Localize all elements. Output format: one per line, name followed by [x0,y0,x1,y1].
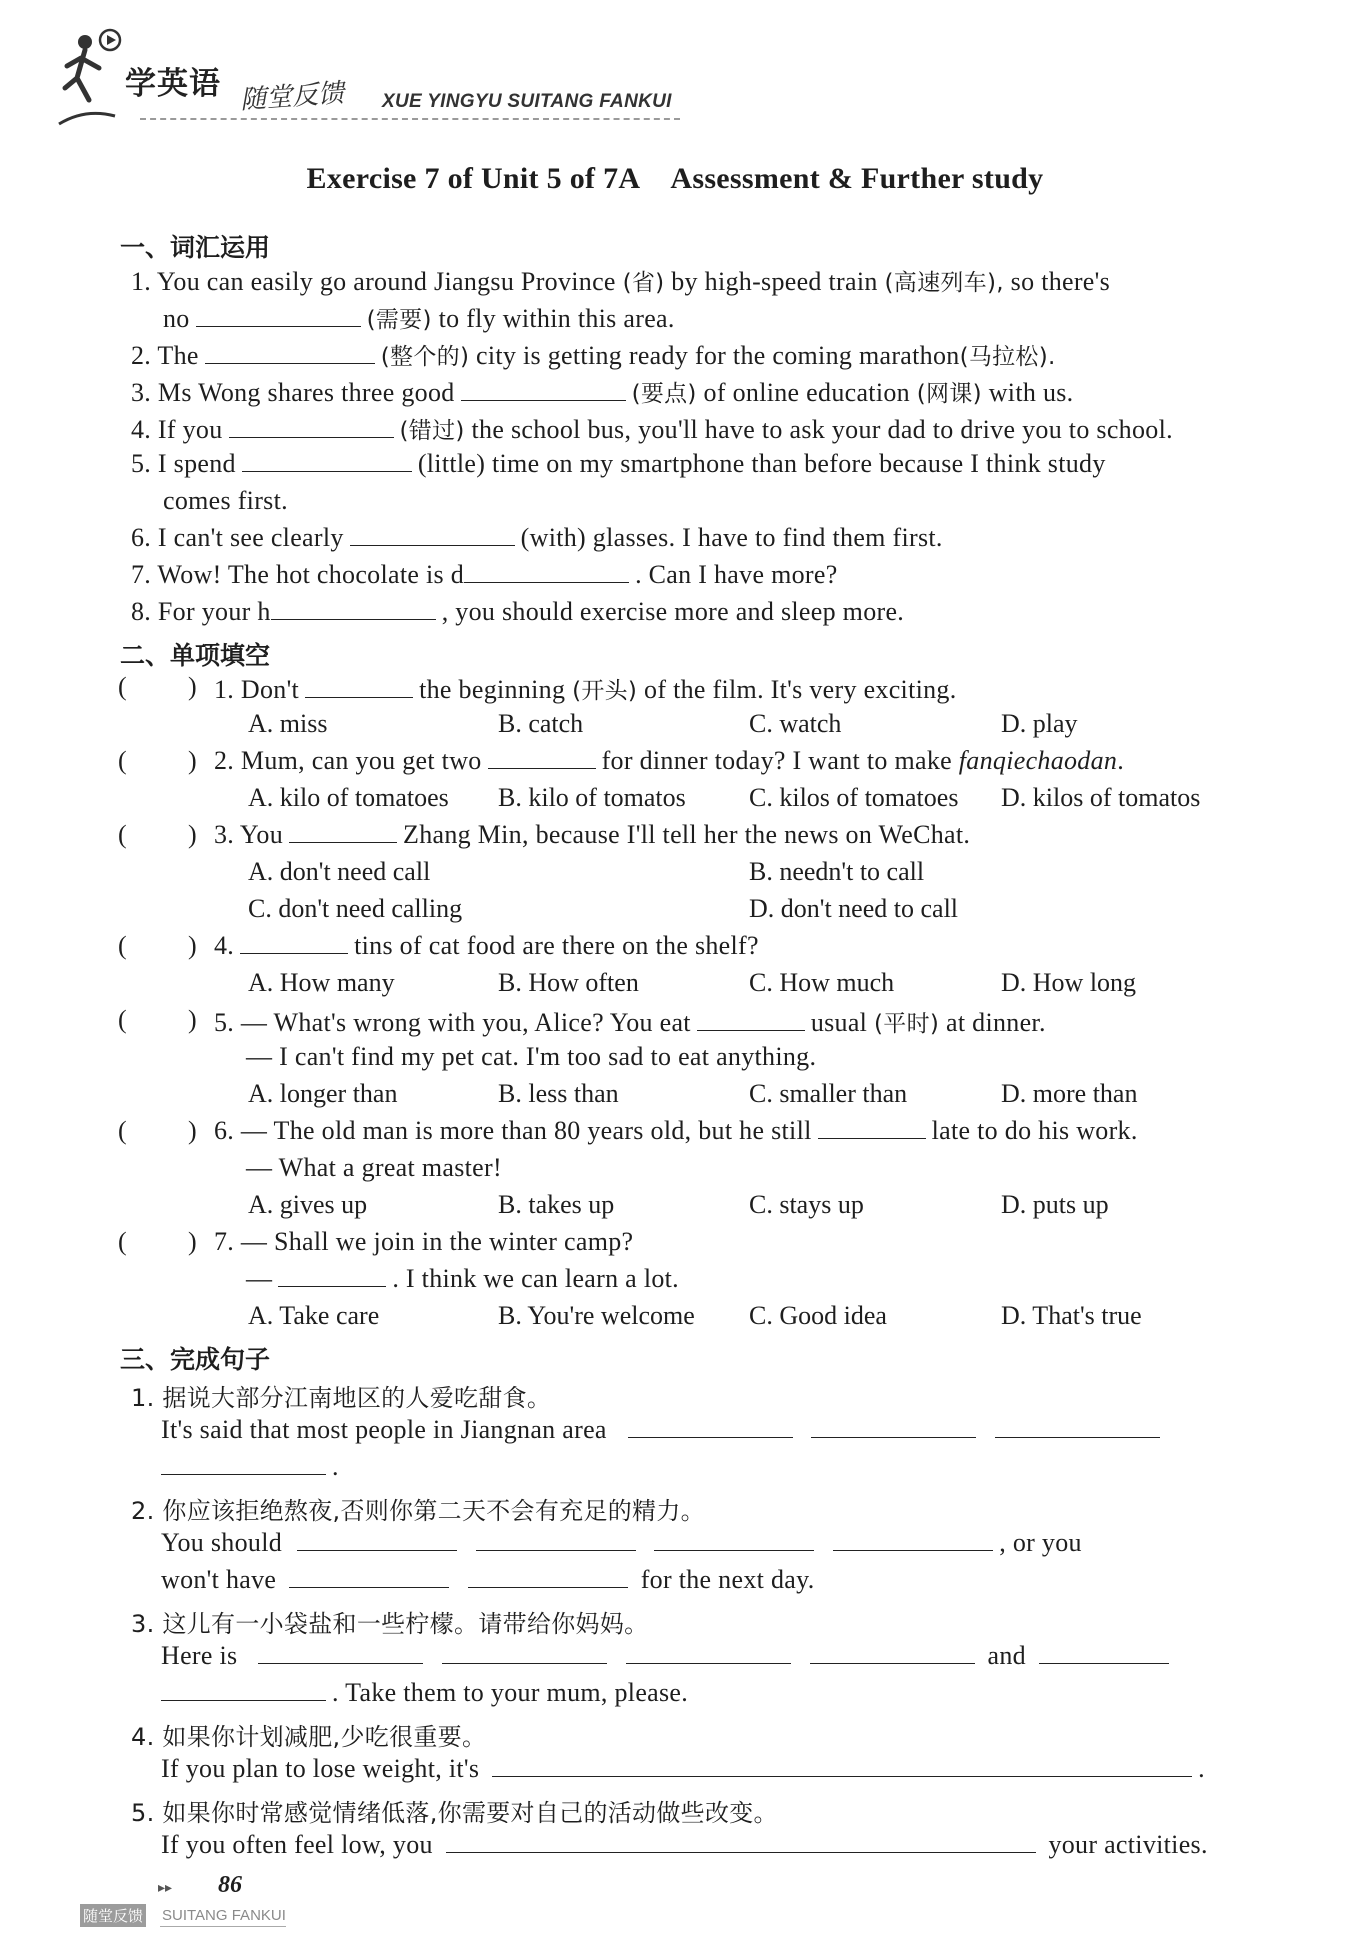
complete-q1-answer: It's said that most people in Jiangnan area [161,1415,1166,1445]
answer-blank[interactable] [488,746,596,769]
vocab-q5-line1: 5. I spend (little) time on my smartphone than before because I think study [131,449,1106,478]
option-a[interactable]: A. longer than [248,1079,398,1108]
footer-label-english: SUITANG FANKUI [162,1907,286,1924]
answer-blank[interactable] [818,1116,926,1139]
page-title [0,162,1350,196]
option-c[interactable]: C. stays up [749,1190,864,1219]
runner-logo-icon [55,28,135,128]
complete-q3-answer: Here is and [161,1641,1175,1671]
answer-blank[interactable] [350,523,515,546]
option-b[interactable]: B. takes up [498,1190,615,1219]
answer-blank[interactable] [626,1641,791,1664]
option-c[interactable]: C. don't need calling [248,894,463,923]
answer-blank[interactable] [811,1415,976,1438]
answer-blank[interactable] [833,1528,993,1551]
option-a[interactable]: A. Take care [248,1301,380,1330]
answer-blank[interactable] [289,820,397,843]
vocab-q6: 6. I can't see clearly (with) glasses. I have to find them first. [131,523,943,552]
answer-blank[interactable] [305,675,413,698]
option-a[interactable]: A. kilo of tomatoes [248,783,449,812]
vocab-q1-line1: 1. You can easily go around Jiangsu Province (省) by high-speed train (高速列车), so there's [131,267,1111,296]
answer-blank[interactable] [196,304,361,327]
complete-q2-prompt: 2. 你应该拒绝熬夜,否则你第二天不会有充足的精力。 [131,1497,705,1525]
option-b[interactable]: B. kilo of tomatos [498,783,686,812]
answer-blank[interactable] [476,1528,636,1551]
answer-blank[interactable] [1039,1641,1169,1664]
vocab-q3: 3. Ms Wong shares three good (要点) of online education (网课) with us. [131,378,1074,407]
option-c[interactable]: C. How much [749,968,895,997]
option-c[interactable]: C. smaller than [749,1079,908,1108]
answer-blank[interactable] [242,449,412,472]
option-b[interactable]: B. less than [498,1079,619,1108]
complete-q5-prompt: 5. 如果你时常感觉情绪低落,你需要对自己的活动做些改变。 [131,1799,778,1827]
answer-blank[interactable] [468,1565,628,1588]
option-c[interactable]: C. watch [749,709,842,738]
option-a[interactable]: A. miss [248,709,328,738]
answer-blank[interactable] [628,1415,793,1438]
option-c[interactable]: C. Good idea [749,1301,887,1330]
title-exercise: Exercise 7 of Unit 5 of 7A [306,162,641,195]
option-d[interactable]: D. puts up [1001,1190,1109,1219]
complete-q4-prompt: 4. 如果你计划减肥,少吃很重要。 [131,1723,487,1751]
option-b[interactable]: B. catch [498,709,584,738]
footer-divider [160,1926,286,1927]
option-d[interactable]: D. don't need to call [749,894,959,923]
answer-blank[interactable] [995,1415,1160,1438]
worksheet-page: 学英语 随堂反馈 XUE YINGYU SUITANG FANKUI Exercise 7 of Unit 5 of 7A Assessment & Further study 一、词汇运用 1. You can easily go around Jiangsu Province (省) by high-speed train (高速列车), so there's no (需要) to fly within this area. 2. The (整个的) city is getting ready for the coming marathon(马拉松). 3. Ms Wong shares three good (要点) of online education (网课) with us. 4. If you (错过) the school bus, you'll have to ask your dad to drive you to school. 5. I spend (little) time on my smartphone than before because I think study comes first. 6. I can't see clearly (with) glasses. I have to find them first. 7. Wow! The hot chocolate is d . Can I have more? 8. For your h , you should exercise more and sleep more. 二、单项填空 ( ) 1. Don't the beginning (开头) of the film. It's very exciting. A. miss B. catch C. watch D. play ( ) 2. Mum, can you get two for dinner today? I want to make fanqiechaodan. A. kilo of tomatoes B. kilo of tomatos C. kilos of tomatoes D. kilos of tomatos ( ) 3. You Zhang Min, because I'll tell her the news on WeChat. A. don't need call B. needn't to call C. don't need calling D. don't need to call ( ) 4. tins of cat food are there on the shelf? A. How many B. How often C. How much D. How long ( ) 5. — What's wrong with you, Alice? You eat usual (平时) at dinner. — I can't find my pet cat. I'm too sad to eat anything. A. longer than B. less than C. smaller than D. more than ( ) 6. — The old man is more than 80 years old, but he still late to do his work. — What a great master! A. gives up B. takes up C. stays up D. puts up ( ) 7. — Shall we join in the winter camp? — . I think we can learn a lot. A. Take care B. You're welcome C. Good idea D. That's true 三、完成句子 1. 据说大部分江南地区的人爱吃甜食。 It's said that most people in Jiangnan area . 2. 你应该拒绝熬夜,否则你第二天不会有充足的精力。 You should , or you won't have for the next day. 3. 这儿有一小袋盐和一些柠檬。请带给你妈妈。 Here is and . Take them to your mum, please. 4. 如果你计划减肥,少吃很重要。 If you plan to lose weight, it's . 5. 如果你时常感觉情绪低落,你需要对自己的活动做些改变。 If you often feel low, you your activities. ▸▸ 86 随堂反馈 SUITANG FANKUI [0,0,1350,1953]
header [55,28,695,138]
answer-blank[interactable] [810,1641,975,1664]
complete-q3-prompt: 3. 这儿有一小袋盐和一些柠檬。请带给你妈妈。 [131,1610,649,1638]
answer-blank[interactable] [654,1528,814,1551]
complete-q5-answer: If you often feel low, you your activities. [161,1830,1208,1859]
section-heading-choice: 二、单项填空 [120,641,271,670]
option-a[interactable]: A. How many [248,968,395,997]
brand-english: XUE YINGYU SUITANG FANKUI [382,91,672,112]
answer-blank[interactable] [278,1264,386,1287]
footer-label-chinese: 随堂反馈 [80,1904,146,1927]
answer-blank[interactable] [161,1452,326,1475]
option-b[interactable]: B. How often [498,968,639,997]
answer-blank[interactable] [289,1565,449,1588]
option-d[interactable]: D. kilos of tomatos [1001,783,1201,812]
answer-blank[interactable] [442,1641,607,1664]
complete-q3-answer-line2: . Take them to your mum, please. [161,1678,688,1708]
answer-blank[interactable] [240,931,348,954]
answer-blank[interactable] [461,378,626,401]
option-d[interactable]: D. That's true [1001,1301,1142,1330]
vocab-q5-line2: comes first. [163,486,288,515]
answer-blank[interactable] [229,415,394,438]
option-b[interactable]: B. You're welcome [498,1301,695,1330]
option-d[interactable]: D. How long [1001,968,1137,997]
option-a[interactable]: A. gives up [248,1190,368,1219]
option-c[interactable]: C. kilos of tomatoes [749,783,959,812]
answer-blank[interactable] [161,1678,326,1701]
complete-q4-answer: If you plan to lose weight, it's . [161,1754,1205,1783]
vocab-q8: 8. For your h , you should exercise more and sleep more. [131,597,905,626]
answer-blank[interactable] [446,1830,1036,1853]
option-d[interactable]: D. more than [1001,1079,1138,1108]
header-divider [140,118,680,120]
page-number: 86 [218,1872,242,1898]
complete-q2-answer-line2: won't have for the next day. [161,1565,815,1594]
section-heading-complete: 三、完成句子 [120,1345,271,1374]
section-heading-vocab: 一、词汇运用 [120,233,271,262]
complete-q1-answer-line2: . [161,1452,339,1482]
brand-chinese: 学英语 [125,66,221,102]
option-a[interactable]: A. don't need call [248,857,431,886]
answer-blank[interactable] [297,1528,457,1551]
vocab-q7: 7. Wow! The hot chocolate is d . Can I have more? [131,560,838,589]
option-d[interactable]: D. play [1001,709,1078,738]
complete-q2-answer: You should , or you [161,1528,1082,1557]
answer-blank[interactable] [492,1754,1192,1777]
answer-blank[interactable] [464,560,629,583]
footer-arrow-icon: ▸▸ [158,1880,173,1896]
answer-blank[interactable] [271,597,436,620]
answer-blank[interactable] [258,1641,423,1664]
answer-blank[interactable] [205,341,375,364]
complete-q1-prompt: 1. 据说大部分江南地区的人爱吃甜食。 [131,1384,552,1412]
brand-chinese-script: 随堂反馈 [239,78,346,116]
option-b[interactable]: B. needn't to call [749,857,925,886]
answer-blank[interactable] [697,1008,805,1031]
vocab-q4: 4. If you (错过) the school bus, you'll have to ask your dad to drive you to school. [131,415,1173,444]
vocab-q1-line2: no (需要) to fly within this area. [163,304,675,333]
title-assessment: Assessment & Further study [670,162,1044,195]
vocab-q2: 2. The (整个的) city is getting ready for the coming marathon(马拉松). [131,341,1056,370]
